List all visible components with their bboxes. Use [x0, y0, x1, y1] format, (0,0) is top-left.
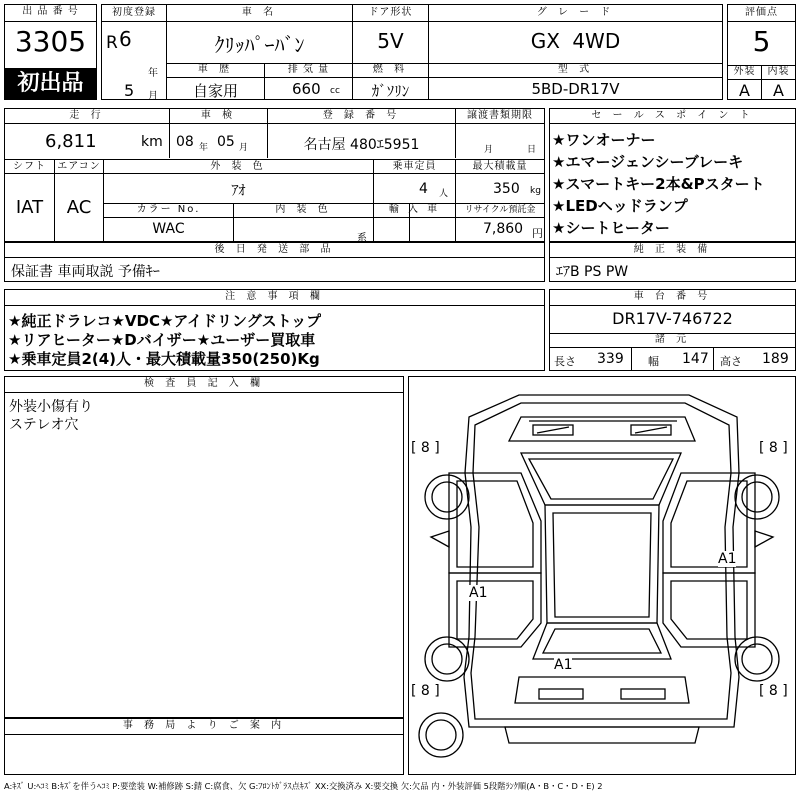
inspector-note: ステレオ穴 [9, 417, 79, 433]
grade: GX 4WD [530, 29, 621, 53]
height-value: 189 [762, 351, 789, 367]
legend: A:ｷｽﾞ U:ﾍｺﾐ B:ｷｽﾞを伴うﾍｺﾐ P:要塗装 W:補修跡 S:錆 C:腐食、欠 G:ﾌﾛﾝﾄｶﾞﾗｽ点ｷｽﾞ XX:交換済み X:要交換 欠:欠品 内・外装評価 5段階ﾗﾝｸ順(A・B・C・D・E) 2 [4, 781, 603, 791]
later-parts-box [4, 242, 545, 282]
exterior-grade: A [739, 81, 750, 100]
listing-number-box [4, 4, 97, 100]
registration-era: R [106, 33, 118, 53]
capacity: 4 [419, 181, 428, 197]
transfer-label: 譲渡書類期限 [467, 110, 533, 121]
later-parts-value: 保証書 車両取説 予備ｷｰ [11, 264, 160, 280]
chassis-number: DR17V-746722 [612, 309, 733, 328]
registration-label: 初度登録 [112, 7, 156, 18]
selling-point-item: ★エマージェンシーブレーキ [552, 153, 744, 171]
max-load-unit: kg [530, 186, 541, 196]
length-value: 339 [597, 351, 624, 367]
car-outline-diagram [409, 377, 795, 774]
interior-label: 内装 [767, 66, 790, 77]
listing-number: 3305 [14, 25, 87, 58]
rating-box [727, 4, 796, 100]
shift-label: シフト [13, 161, 46, 172]
notes-label: 注 意 事 項 欄 [225, 291, 324, 302]
inspection-label: 車 検 [200, 110, 237, 121]
selling-points-box [549, 108, 796, 242]
max-load: 350 [493, 181, 520, 197]
grade-label: グ レ ー ド [536, 7, 615, 18]
model: 5BD-DR17V [531, 80, 620, 98]
chassis-label: 車 台 番 号 [633, 291, 712, 302]
listing-number-label: 出 品 番 号 [22, 6, 79, 17]
recycle-fee: 7,860 [483, 221, 524, 237]
registration-year-unit: 年 [148, 68, 158, 79]
model-label: 型 式 [557, 64, 594, 75]
ac-label: エアコン [57, 161, 101, 172]
standard-equipment-value: ｴｱB PS PW [556, 264, 629, 280]
notes-box [4, 289, 545, 371]
load-label: 最大積載量 [472, 161, 528, 172]
selling-points-label: セ ー ル ス ポ イ ン ト [591, 110, 754, 121]
standard-equipment-box [549, 242, 796, 282]
office-box [4, 718, 404, 775]
registration-month-unit: 月 [148, 91, 158, 102]
selling-point-item: ★ワンオーナー [552, 131, 656, 149]
transfer-day-unit: 日 [527, 145, 537, 155]
mileage: 6,811 [45, 131, 97, 152]
door-label: ドア形状 [368, 7, 413, 18]
mileage-unit: km [141, 134, 163, 150]
inspection-year: 08 [176, 134, 194, 150]
inspection-month-unit: 月 [239, 143, 249, 153]
damage-mark: A1 [554, 657, 573, 673]
tire-label: [ 8 ] [759, 683, 788, 699]
damage-mark: A1 [469, 585, 488, 601]
car-name-label: 車 名 [241, 7, 278, 18]
air-conditioner: AC [66, 197, 92, 218]
note-line: ★乗車定員2(4)人・最大積載量350(250)Kg [8, 350, 320, 368]
registration-month: 5 [124, 81, 135, 100]
history: 自家用 [192, 82, 238, 100]
registration-year: 6 [119, 27, 132, 51]
interior-color-unit: 系 [357, 233, 367, 244]
plate-number: 名古屋 480ｴ5951 [303, 137, 420, 153]
displacement-unit: cc [330, 86, 340, 96]
history-label: 車 歴 [197, 64, 234, 75]
transfer-month-unit: 月 [484, 145, 494, 155]
mileage-label: 走 行 [69, 110, 105, 121]
note-line: ★純正ドラレコ★VDC★アイドリングストップ [8, 312, 322, 330]
capacity-label: 乗車定員 [392, 161, 437, 172]
interior-grade: A [773, 81, 784, 100]
plate-label: 登 録 番 号 [322, 110, 401, 121]
first-listing-badge: 初出品 [5, 68, 96, 99]
office-label: 事 務 局 よ り ご 案 内 [122, 720, 286, 731]
width-label: 幅 [648, 355, 659, 368]
later-parts-label: 後 日 発 送 部 品 [214, 244, 335, 255]
inspector-label: 検 査 員 記 入 欄 [144, 378, 264, 389]
standard-equipment-label: 純 正 装 備 [633, 244, 712, 255]
color-label: 外 装 色 [210, 161, 267, 172]
chassis-box [549, 289, 796, 371]
car-diagram [408, 376, 796, 775]
capacity-unit: 人 [439, 189, 449, 199]
rating-score: 5 [752, 25, 771, 58]
recycle-fee-unit: 円 [532, 227, 543, 240]
exterior-label: 外装 [733, 66, 756, 77]
color-number: WAC [152, 221, 185, 237]
inspection-year-unit: 年 [199, 143, 209, 153]
damage-mark: A1 [718, 551, 737, 567]
spec-label: 諸 元 [654, 334, 691, 345]
car-name: ｸﾘｯﾊﾟｰﾊﾞﾝ [214, 33, 305, 57]
import-label: 輸 入 車 [388, 204, 441, 215]
shift: IAT [15, 197, 44, 218]
tire-label: [ 8 ] [759, 440, 788, 456]
length-label: 長さ [554, 355, 576, 368]
selling-point-item: ★LEDヘッドランプ [552, 197, 688, 215]
details-box [4, 108, 545, 242]
inspector-box [4, 376, 404, 718]
fuel: ｶﾞｿﾘﾝ [371, 82, 410, 100]
inspector-note: 外装小傷有り [9, 399, 93, 415]
door-type: 5V [377, 29, 404, 53]
tire-label: [ 8 ] [411, 683, 440, 699]
inspection-month: 05 [217, 134, 235, 150]
displacement: 660 [292, 80, 321, 98]
selling-point-item: ★シートヒーター [552, 219, 670, 237]
width-value: 147 [682, 351, 709, 367]
tire-label: [ 8 ] [411, 440, 440, 456]
exterior-color: ｱｵ [231, 183, 246, 199]
height-label: 高さ [720, 355, 742, 368]
selling-point-item: ★スマートキー2本&Pスタート [552, 175, 765, 193]
note-line: ★リアヒーター★Dバイザー★ユーザー買取車 [8, 331, 316, 349]
rating-label: 評価点 [745, 7, 778, 18]
recycle-label: リサイクル預託金 [464, 205, 536, 215]
displacement-label: 排 気 量 [287, 64, 330, 75]
fuel-label: 燃 料 [372, 64, 409, 75]
car-info-box [101, 4, 723, 100]
interior-color-label: 内 装 色 [275, 204, 332, 215]
color-no-label: カラー No. [136, 204, 201, 215]
